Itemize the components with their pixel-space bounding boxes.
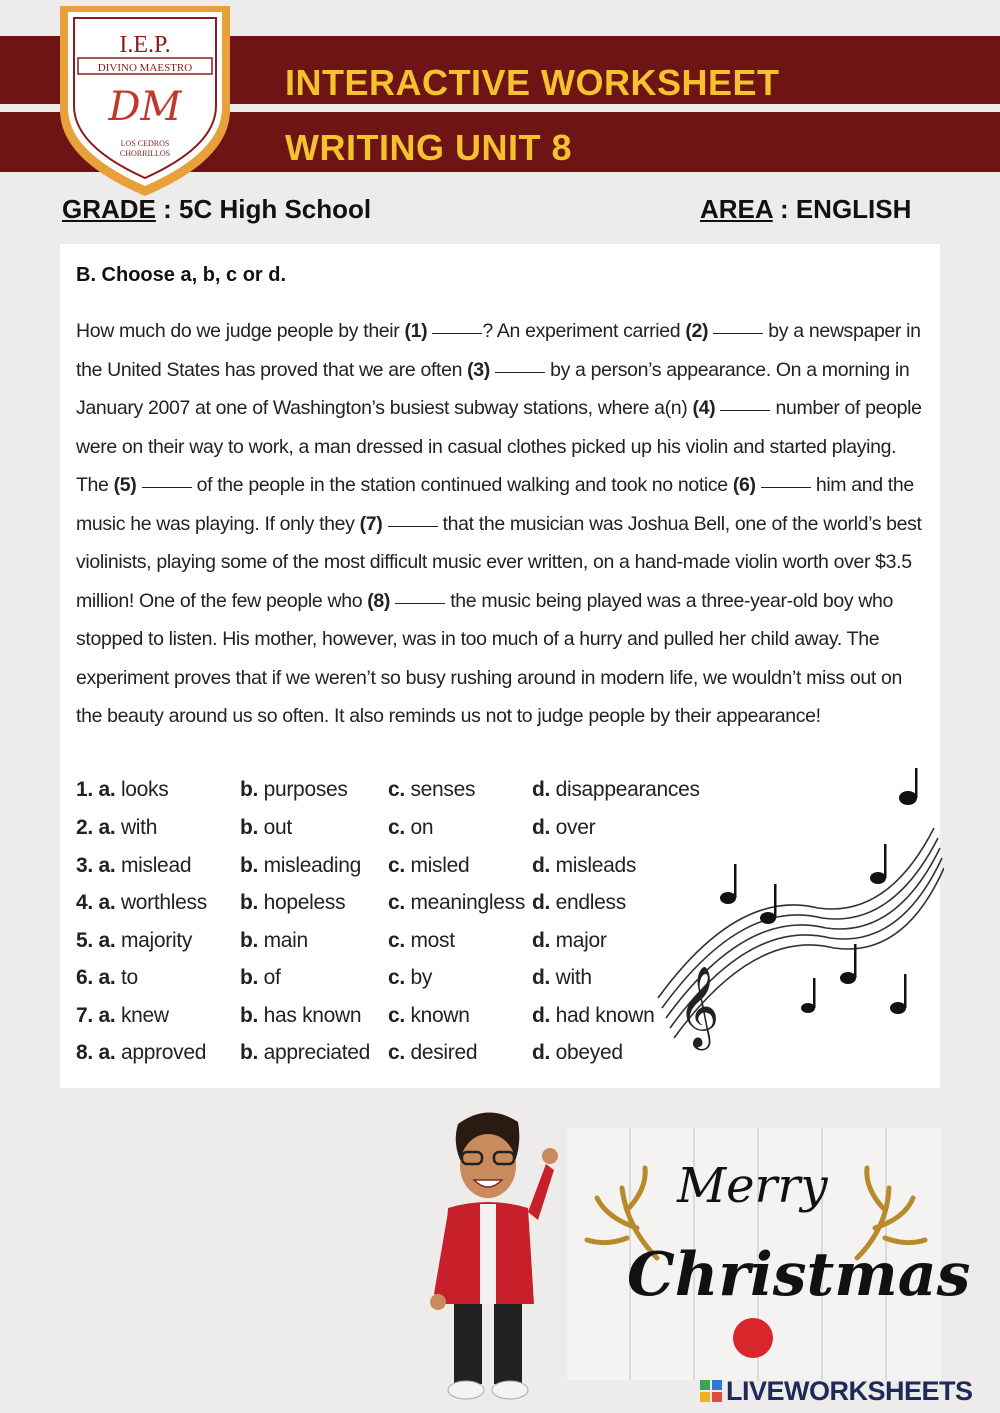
option-letter: b.: [240, 1041, 259, 1064]
unit-title: WRITING UNIT 8: [285, 127, 572, 168]
option-b[interactable]: [240, 966, 281, 990]
area-label: AREA: [700, 194, 773, 224]
answer-blank-1[interactable]: [432, 332, 482, 334]
question-number: 8.: [76, 1041, 93, 1064]
area-value: : ENGLISH: [772, 194, 912, 224]
liveworksheets-logo-icon: [700, 1380, 722, 1402]
option-d[interactable]: [532, 1004, 655, 1028]
answer-blank-2[interactable]: [713, 332, 763, 334]
option-d[interactable]: [532, 816, 595, 840]
answer-blank-8[interactable]: [395, 602, 445, 604]
question-number: 7.: [76, 1004, 93, 1027]
option-c[interactable]: [388, 1041, 477, 1065]
blank-number: (8): [367, 589, 391, 612]
option-text: meaningless: [410, 891, 526, 914]
option-b[interactable]: [240, 891, 345, 915]
option-letter: a.: [98, 966, 116, 989]
option-letter: b.: [240, 854, 259, 877]
passage-text: of the people in the station continued walking and took no notice: [191, 474, 733, 496]
option-letter: b.: [240, 778, 259, 801]
option-text: main: [263, 929, 308, 952]
option-text: senses: [410, 778, 476, 801]
christmas-card-image: [567, 1128, 971, 1380]
grade-value: : 5C High School: [155, 194, 372, 224]
option-a[interactable]: [76, 778, 168, 802]
logo-location-2: CHORRILLOS: [119, 149, 171, 158]
option-letter: d.: [532, 1004, 551, 1027]
option-b[interactable]: [240, 1004, 361, 1028]
option-text: worthless: [120, 891, 207, 914]
brand-text: LIVEWORKSHEETS: [726, 1376, 973, 1406]
option-letter: a.: [98, 891, 116, 914]
answer-blank-7[interactable]: [388, 525, 438, 527]
option-letter: b.: [240, 816, 259, 839]
option-a[interactable]: [76, 1004, 169, 1028]
area-info: [700, 194, 911, 225]
option-text: disappearances: [555, 778, 700, 801]
passage-text: by a person’s appearance. On a morning in January 2007 at one of Washington’s busiest subway stations, where a(n): [76, 358, 910, 419]
option-c[interactable]: [388, 966, 432, 990]
option-text: majority: [120, 929, 193, 952]
option-letter: b.: [240, 966, 259, 989]
option-letter: d.: [532, 854, 551, 877]
christmas-text: Christmas: [627, 1240, 971, 1310]
option-text: looks: [120, 778, 169, 801]
option-d[interactable]: [532, 929, 607, 953]
option-b[interactable]: [240, 854, 361, 878]
blank-number: (6): [732, 474, 756, 496]
option-d[interactable]: [532, 1041, 623, 1065]
passage-text: How much do we judge people by their: [76, 320, 405, 342]
option-d[interactable]: [532, 891, 626, 915]
option-letter: a.: [98, 778, 116, 801]
option-c[interactable]: [388, 816, 433, 840]
option-letter: c.: [388, 929, 405, 952]
option-text: had known: [555, 1004, 655, 1027]
logo-subtitle: DIVINO MAESTRO: [97, 62, 193, 74]
option-text: major: [555, 929, 607, 952]
option-letter: c.: [388, 854, 405, 877]
merry-text: Merry: [677, 1158, 828, 1214]
option-letter: d.: [532, 778, 551, 801]
question-number: 3.: [76, 854, 93, 877]
option-letter: a.: [98, 1004, 116, 1027]
blank-number: (5): [113, 474, 137, 496]
option-text: with: [555, 966, 592, 989]
option-letter: d.: [532, 929, 551, 952]
option-c[interactable]: [388, 891, 525, 915]
passage-text: by a newspaper in the United States has proved that we are often: [76, 320, 921, 381]
option-c[interactable]: [388, 854, 469, 878]
avatar-boy-image: [418, 1104, 558, 1402]
option-letter: d.: [532, 1041, 551, 1064]
blank-number: (1): [404, 320, 428, 342]
option-letter: b.: [240, 929, 259, 952]
option-text: knew: [120, 1004, 169, 1027]
reading-passage: [76, 312, 926, 736]
option-text: over: [555, 816, 596, 839]
exercise-instruction: B. Choose a, b, c or d.: [76, 264, 287, 286]
option-text: most: [410, 929, 455, 952]
option-text: of: [263, 966, 281, 989]
option-letter: d.: [532, 891, 551, 914]
option-text: known: [410, 1004, 470, 1027]
option-text: out: [263, 816, 292, 839]
option-letter: c.: [388, 891, 405, 914]
question-number: 5.: [76, 929, 93, 952]
option-letter: d.: [532, 966, 551, 989]
option-text: by: [410, 966, 433, 989]
option-text: purposes: [263, 778, 348, 801]
grade-label: GRADE: [62, 194, 156, 224]
blank-number: (2): [685, 320, 709, 342]
option-b[interactable]: [240, 816, 292, 840]
passage-text: ? An experiment carried: [482, 320, 686, 342]
school-logo: [52, 0, 238, 200]
option-text: endless: [555, 891, 626, 914]
answer-blank-3[interactable]: [495, 371, 545, 373]
logo-location-1: LOS CEDROS: [120, 139, 170, 148]
option-text: with: [120, 816, 158, 839]
option-letter: c.: [388, 966, 405, 989]
option-c[interactable]: [388, 929, 455, 953]
blank-number: (4): [692, 397, 716, 419]
option-text: misleading: [263, 854, 361, 877]
option-b[interactable]: [240, 1041, 370, 1065]
passage-text: number of people were on their way to work, a man dressed in casual clothes picked up his violin and started playing. The: [76, 397, 922, 496]
grade-info: [62, 194, 371, 225]
answer-blank-5[interactable]: [142, 486, 192, 488]
passage-text: the music being played was a three-year-old boy who stopped to listen. His mother, however, was in too much of a hurry and pulled her child away. The experiment proves that if we weren’t so busy rushing around in modern life, we wouldn’t miss out on the beauty around us so often. It also reminds us not to judge people by their appearance!: [76, 589, 902, 727]
worksheet-title: INTERACTIVE WORKSHEET: [285, 62, 780, 103]
option-text: on: [410, 816, 434, 839]
option-letter: a.: [98, 929, 116, 952]
option-text: obeyed: [555, 1041, 623, 1064]
music-notes-image: [648, 768, 944, 1068]
option-text: has known: [263, 1004, 362, 1027]
option-text: desired: [410, 1041, 478, 1064]
option-letter: a.: [98, 1041, 116, 1064]
answer-blank-6[interactable]: [761, 486, 811, 488]
question-number: 1.: [76, 778, 93, 801]
question-number: 6.: [76, 966, 93, 989]
passage-text: him and the music he was playing. If only they: [76, 474, 914, 535]
option-text: misled: [410, 854, 470, 877]
blank-number: (3): [467, 358, 490, 381]
option-letter: b.: [240, 891, 259, 914]
option-b[interactable]: [240, 929, 308, 953]
option-text: mislead: [120, 854, 192, 877]
option-a[interactable]: [76, 854, 191, 878]
option-letter: d.: [532, 816, 551, 839]
option-letter: c.: [388, 1004, 405, 1027]
option-a[interactable]: [76, 816, 157, 840]
question-number: 4.: [76, 891, 93, 914]
option-text: misleads: [555, 854, 637, 877]
logo-monogram: DM: [108, 84, 182, 130]
option-a[interactable]: [76, 891, 207, 915]
answer-blank-4[interactable]: [720, 409, 770, 411]
option-letter: c.: [388, 816, 405, 839]
option-text: hopeless: [263, 891, 346, 914]
svg-text:𝄞: 𝄞: [678, 965, 720, 1047]
option-text: appreciated: [263, 1041, 371, 1064]
option-text: approved: [120, 1041, 207, 1064]
liveworksheets-brand[interactable]: [700, 1376, 973, 1407]
option-letter: c.: [388, 1041, 405, 1064]
option-c[interactable]: [388, 1004, 470, 1028]
option-b[interactable]: [240, 778, 348, 802]
option-d[interactable]: [532, 854, 636, 878]
option-letter: b.: [240, 1004, 259, 1027]
option-letter: a.: [98, 854, 116, 877]
question-number: 2.: [76, 816, 93, 839]
passage-text: that the musician was Joshua Bell, one of the world’s best violinists, playing some of the most difficult music ever written, on a hand-made violin worth over $3.5 million! One of the few people who: [76, 512, 922, 612]
option-text: to: [120, 966, 138, 989]
logo-title: I.E.P.: [119, 32, 171, 58]
option-letter: a.: [98, 816, 116, 839]
option-letter: c.: [388, 778, 405, 801]
option-a[interactable]: [76, 1041, 206, 1065]
option-a[interactable]: [76, 966, 138, 990]
option-d[interactable]: [532, 966, 592, 990]
red-nose-icon: [733, 1318, 773, 1358]
blank-number: (7): [359, 512, 383, 535]
option-c[interactable]: [388, 778, 475, 802]
option-a[interactable]: [76, 929, 192, 953]
